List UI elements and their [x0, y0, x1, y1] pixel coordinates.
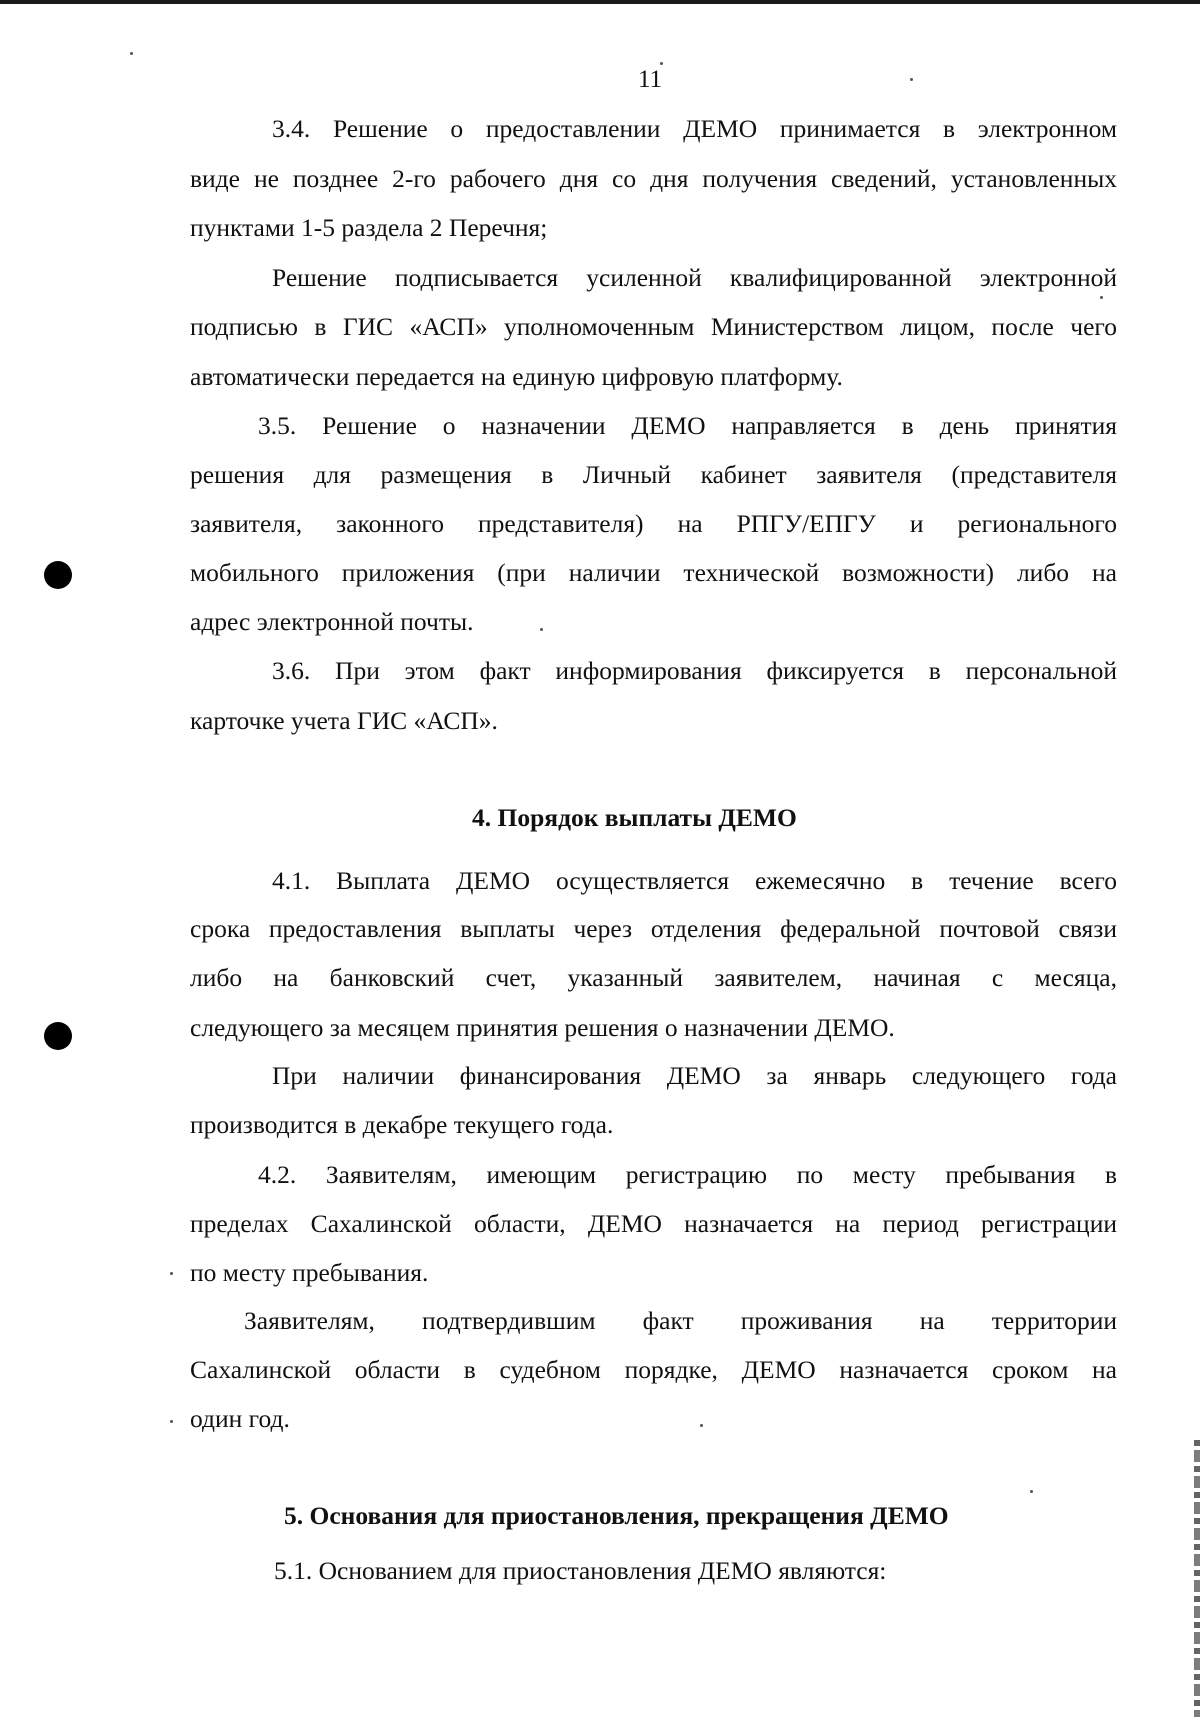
paragraph-3-4-line-2: виде не позднее 2-го рабочего дня со дня получения сведений, установленных: [190, 164, 1117, 193]
paragraph-3-5-line-3: заявителя, законного представителя) на РПГУ/ЕПГУ и регионального: [190, 509, 1117, 538]
scan-speck: [700, 1424, 703, 1427]
paragraph-4-2-line-2: пределах Сахалинской области, ДЕМО назначается на период регистрации: [190, 1209, 1117, 1238]
scan-right-edge: [1194, 1440, 1200, 1717]
paragraph-3-4-line-3: пунктами 1-5 раздела 2 Перечня;: [190, 213, 548, 242]
paragraph-3-6-line-1: 3.6. При этом факт информирования фиксируется в персональной: [272, 656, 1117, 685]
paragraph-court-line-3: один год.: [190, 1404, 290, 1433]
paragraph-signature-line-2: подписью в ГИС «АСП» уполномоченным Министерством лицом, после чего: [190, 312, 1117, 341]
paragraph-3-5-line-4: мобильного приложения (при наличии технической возможности) либо на: [190, 558, 1117, 587]
scan-speck: [170, 1272, 173, 1275]
scan-speck: [1100, 296, 1103, 299]
paragraph-signature-line-1: Решение подписывается усиленной квалифицированной электронной: [272, 263, 1117, 292]
scan-speck: [1030, 1490, 1033, 1493]
scan-speck: [130, 52, 133, 55]
section-5-heading: 5. Основания для приостановления, прекращения ДЕМО: [284, 1501, 949, 1530]
scan-speck: [660, 62, 663, 65]
scan-speck: [910, 78, 913, 81]
page-number: 11: [637, 66, 663, 93]
paragraph-4-1-line-1: 4.1. Выплата ДЕМО осуществляется ежемесячно в течение всего: [272, 866, 1117, 895]
punch-hole-top: [44, 561, 72, 589]
paragraph-3-5-line-1: 3.5. Решение о назначении ДЕМО направляется в день принятия: [258, 411, 1117, 440]
paragraph-4-2-line-3: по месту пребывания.: [190, 1258, 429, 1287]
paragraph-financing-line-2: производится в декабре текущего года.: [190, 1110, 614, 1139]
paragraph-signature-line-3: автоматически передается на единую цифровую платформу.: [190, 362, 843, 391]
paragraph-court-line-2: Сахалинской области в судебном порядке, ДЕМО назначается сроком на: [190, 1355, 1117, 1384]
paragraph-3-5-line-5: адрес электронной почты.: [190, 607, 474, 636]
scan-speck: [170, 1420, 173, 1423]
paragraph-4-2-line-1: 4.2. Заявителям, имеющим регистрацию по месту пребывания в: [258, 1160, 1117, 1189]
scan-speck: [540, 628, 543, 631]
paragraph-4-1-line-4: следующего за месяцем принятия решения о назначении ДЕМО.: [190, 1013, 895, 1042]
paragraph-3-5-line-2: решения для размещения в Личный кабинет заявителя (представителя: [190, 460, 1117, 489]
paragraph-5-1-line-1: 5.1. Основанием для приостановления ДЕМО являются:: [274, 1556, 887, 1585]
punch-hole-bottom: [44, 1022, 72, 1050]
paragraph-3-6-line-2: карточке учета ГИС «АСП».: [190, 706, 498, 735]
paragraph-court-line-1: Заявителям, подтвердившим факт проживания на территории: [244, 1306, 1117, 1335]
scan-top-border: [0, 0, 1200, 4]
paragraph-4-1-line-2: срока предоставления выплаты через отделения федеральной почтовой связи: [190, 914, 1117, 943]
paragraph-3-4-line-1: 3.4. Решение о предоставлении ДЕМО принимается в электронном: [272, 114, 1117, 143]
paragraph-financing-line-1: При наличии финансирования ДЕМО за январь следующего года: [272, 1061, 1117, 1090]
paragraph-4-1-line-3: либо на банковский счет, указанный заявителем, начиная с месяца,: [190, 963, 1117, 992]
section-4-heading: 4. Порядок выплаты ДЕМО: [472, 803, 797, 832]
